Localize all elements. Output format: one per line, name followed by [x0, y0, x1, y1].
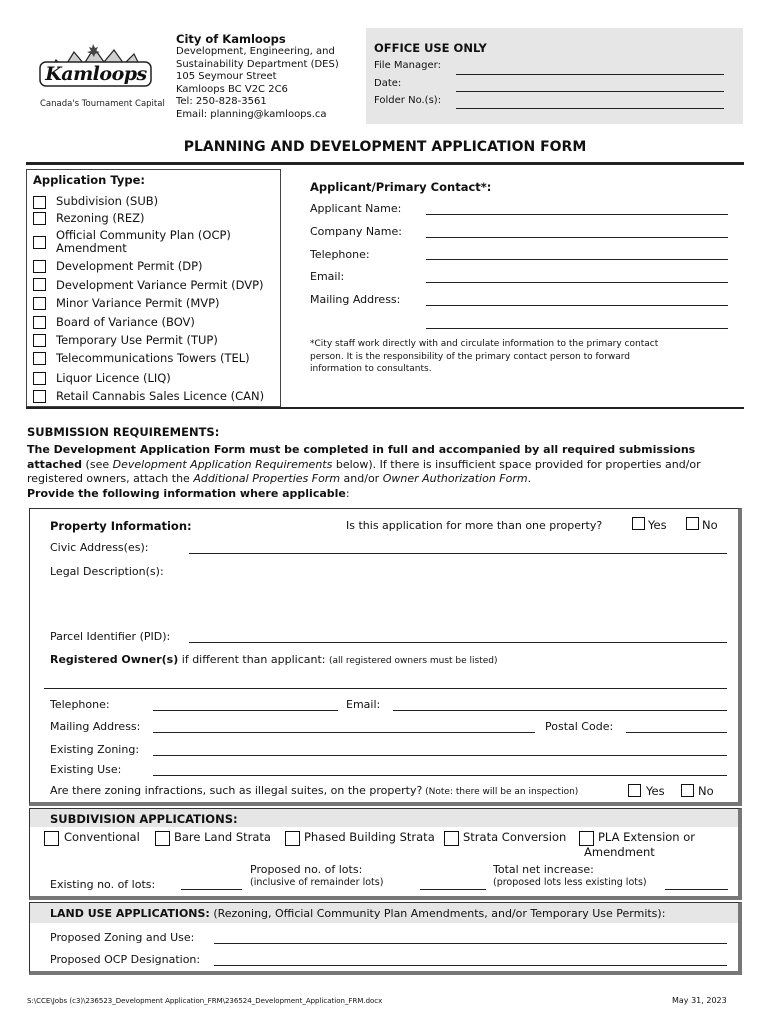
strata-conversion-checkbox[interactable]: [444, 831, 459, 846]
pla-extension-label-2: Amendment: [584, 845, 655, 859]
option-rezoning: Rezoning (REZ): [56, 211, 145, 225]
option-can: Retail Cannabis Sales Licence (CAN): [56, 389, 265, 403]
land-use-heading: [50, 907, 665, 920]
form-title: PLANNING AND DEVELOPMENT APPLICATION FORM: [183, 139, 587, 155]
existing-use-label: Existing Use:: [50, 763, 122, 776]
department-info: [176, 46, 339, 121]
address-line: 105 Seymour Street: [176, 71, 277, 82]
text-segment: (Rezoning, Official Community Plan Amendments, and/or Temporary Use Permits):: [209, 907, 666, 920]
applicant-telephone-label: Telephone:: [310, 248, 370, 261]
address-line: Kamloops BC V2C 2C6: [176, 83, 288, 95]
conventional-label: Conventional: [64, 830, 140, 844]
applicant-name-label: Applicant Name:: [310, 202, 402, 215]
company-name-label: Company Name:: [310, 225, 402, 238]
text-segment: (see: [82, 457, 113, 471]
multi-property-no-label: No: [702, 518, 718, 532]
file-manager-field[interactable]: [456, 74, 724, 75]
checkbox-bov[interactable]: [33, 316, 46, 329]
applicant-email-label: Email:: [310, 270, 345, 283]
option-subdivision: Subdivision (SUB): [56, 194, 159, 208]
italic-segment: Additional Properties Form: [193, 472, 341, 485]
applicant-telephone-field[interactable]: [426, 259, 728, 260]
text-segment: registered owners, attach the: [27, 472, 194, 485]
owner-note: (all registered owners must be listed): [329, 656, 498, 666]
net-increase-note: (proposed lots less existing lots): [493, 877, 647, 888]
property-heading: Property Information:: [50, 519, 192, 533]
applicant-mailing-field[interactable]: [426, 305, 728, 306]
postal-code-field[interactable]: [626, 732, 727, 733]
text-segment: .: [527, 472, 532, 485]
pid-field[interactable]: [189, 642, 727, 643]
text-segment: :: [345, 486, 350, 500]
applicant-mailing-field-2[interactable]: [426, 328, 728, 329]
existing-lots-label: Existing no. of lots:: [50, 878, 156, 891]
checkbox-liq[interactable]: [33, 372, 46, 385]
subdivision-heading: SUBDIVISION APPLICATIONS:: [50, 812, 238, 826]
proposed-ocp-label: Proposed OCP Designation:: [50, 953, 201, 966]
option-dvp: Development Variance Permit (DVP): [56, 278, 264, 292]
checkbox-tel[interactable]: [33, 352, 46, 365]
civic-address-label: Civic Address(es):: [50, 541, 149, 554]
submission-line-2: [27, 458, 701, 473]
multi-property-question: Is this application for more than one property?: [346, 519, 603, 532]
text-segment: and/or: [340, 472, 383, 485]
infractions-question: [50, 784, 578, 797]
postal-code-label: Postal Code:: [545, 720, 614, 733]
bold-segment: Registered Owner(s): [50, 653, 179, 666]
italic-segment: Development Application Requirements: [112, 457, 333, 471]
note-line: information to consultants.: [310, 364, 432, 374]
phased-building-strata-label: Phased Building Strata: [304, 830, 435, 844]
date-label: Date:: [374, 78, 402, 89]
applicant-mailing-label: Mailing Address:: [310, 293, 401, 306]
bold-attached: attached: [27, 457, 83, 471]
proposed-lots-note: (inclusive of remainder lots): [250, 877, 384, 888]
dept-line: Development, Engineering, and: [176, 46, 335, 57]
proposed-zoning-label: Proposed Zoning and Use:: [50, 931, 195, 944]
footer-file-path: S:\CCE\Jobs (c3)\236523_Development Application_FRM\236524_Development_Application_FRM.docx: [27, 997, 383, 1005]
registered-owner-field[interactable]: [44, 688, 727, 689]
title-rule: [26, 162, 744, 165]
submission-heading: SUBMISSION REQUIREMENTS:: [27, 425, 220, 439]
proposed-lots-label: Proposed no. of lots:: [250, 863, 363, 876]
existing-use-field[interactable]: [153, 775, 727, 776]
dept-line: Sustainability Department (DES): [176, 58, 339, 70]
checkbox-tup[interactable]: [33, 334, 46, 347]
owner-telephone-label: Telephone:: [50, 698, 110, 711]
office-use-box: [366, 28, 743, 124]
multi-property-yes-checkbox[interactable]: [632, 517, 645, 530]
legal-description-field[interactable]: [50, 580, 727, 625]
existing-lots-field[interactable]: [181, 889, 242, 890]
office-use-title: OFFICE USE ONLY: [374, 41, 487, 55]
email-line: Email: planning@kamloops.ca: [176, 108, 327, 120]
proposed-zoning-field[interactable]: [214, 943, 727, 944]
note-line: *City staff work directly with and circulate information to the primary contact: [310, 339, 659, 349]
submission-line-4: [27, 487, 701, 502]
date-field[interactable]: [456, 91, 724, 92]
pid-label: Parcel Identifier (PID):: [50, 630, 171, 643]
option-liq: Liquor Licence (LIQ): [56, 371, 171, 385]
strata-conversion-label: Strata Conversion: [463, 830, 567, 844]
submission-line-3: [27, 472, 701, 487]
italic-segment: Owner Authorization Form: [382, 472, 528, 485]
checkbox-can[interactable]: [33, 390, 46, 403]
pla-extension-label: PLA Extension or: [598, 830, 696, 844]
checkbox-rez[interactable]: [33, 212, 46, 225]
applicant-note: [310, 338, 658, 376]
bold-segment: LAND USE APPLICATIONS:: [50, 907, 210, 920]
option-bov: Board of Variance (BOV): [56, 315, 195, 329]
infractions-no-checkbox[interactable]: [681, 784, 694, 797]
submission-text: [27, 443, 701, 501]
note-line: person. It is the responsibility of the primary contact person to forward: [310, 351, 630, 362]
bare-land-strata-checkbox[interactable]: [155, 831, 170, 846]
civic-address-field[interactable]: [189, 553, 727, 554]
logo: [38, 38, 165, 110]
conventional-checkbox[interactable]: [44, 831, 59, 846]
option-tel: Telecommunications Towers (TEL): [56, 351, 250, 365]
checkbox-dp[interactable]: [33, 260, 46, 273]
applicant-heading: Applicant/Primary Contact*:: [310, 180, 492, 194]
checkbox-mvp[interactable]: [33, 297, 46, 310]
owner-telephone-field[interactable]: [153, 710, 338, 711]
section-rule: [26, 407, 744, 409]
bold-segment: Provide the following information where applicable: [27, 486, 346, 500]
applicant-name-field[interactable]: [426, 214, 728, 215]
owner-email-field[interactable]: [393, 710, 727, 711]
existing-zoning-field[interactable]: [153, 755, 727, 756]
logo-text: Kamloops: [45, 63, 147, 85]
phone-line: Tel: 250-828-3561: [176, 96, 267, 107]
pla-extension-checkbox[interactable]: [579, 831, 594, 846]
registered-owner-label: [50, 653, 498, 666]
option-dp: Development Permit (DP): [56, 259, 203, 273]
footer-date: May 31, 2023: [672, 996, 727, 1005]
applicant-email-field[interactable]: [426, 282, 728, 283]
infractions-yes-label: Yes: [646, 784, 665, 798]
checkbox-dvp[interactable]: [33, 278, 46, 291]
logo-tagline: Canada's Tournament Capital: [40, 99, 165, 109]
company-name-field[interactable]: [426, 237, 728, 238]
owner-email-label: Email:: [346, 698, 381, 711]
application-type-heading: Application Type:: [33, 173, 145, 187]
phased-building-strata-checkbox[interactable]: [285, 831, 300, 846]
net-increase-label: Total net increase:: [493, 863, 594, 876]
checkbox-ocp[interactable]: [33, 236, 46, 249]
text-segment: if different than applicant:: [178, 653, 329, 666]
owner-mailing-label: Mailing Address:: [50, 720, 141, 733]
owner-mailing-field[interactable]: [153, 732, 535, 733]
checkbox-sub[interactable]: [33, 196, 46, 209]
file-manager-label: File Manager:: [374, 60, 441, 71]
city-name: City of Kamloops: [176, 32, 286, 46]
net-increase-field[interactable]: [665, 889, 728, 890]
option-ocp-line2: Amendment: [56, 241, 127, 255]
option-mvp: Minor Variance Permit (MVP): [56, 296, 220, 310]
folder-field[interactable]: [456, 108, 724, 109]
text-segment: below). If there is insufficient space provided for properties and/or: [332, 457, 701, 471]
infractions-note: (Note: there will be an inspection): [422, 787, 579, 797]
option-tup: Temporary Use Permit (TUP): [56, 333, 218, 347]
option-ocp: Official Community Plan (OCP): [56, 228, 231, 242]
folder-label: Folder No.(s):: [374, 95, 442, 106]
proposed-ocp-field[interactable]: [214, 965, 727, 966]
submission-line-1: The Development Application Form must be completed in full and accompanied by all required submissions: [27, 443, 696, 456]
legal-description-label: Legal Description(s):: [50, 565, 164, 578]
infractions-no-label: No: [698, 784, 714, 798]
multi-property-no-checkbox[interactable]: [686, 517, 699, 530]
proposed-lots-field[interactable]: [420, 889, 486, 890]
existing-zoning-label: Existing Zoning:: [50, 743, 140, 756]
text-segment: Are there zoning infractions, such as illegal suites, on the property?: [50, 784, 423, 797]
infractions-yes-checkbox[interactable]: [628, 784, 641, 797]
multi-property-yes-label: Yes: [648, 518, 667, 532]
bare-land-strata-label: Bare Land Strata: [174, 830, 271, 844]
